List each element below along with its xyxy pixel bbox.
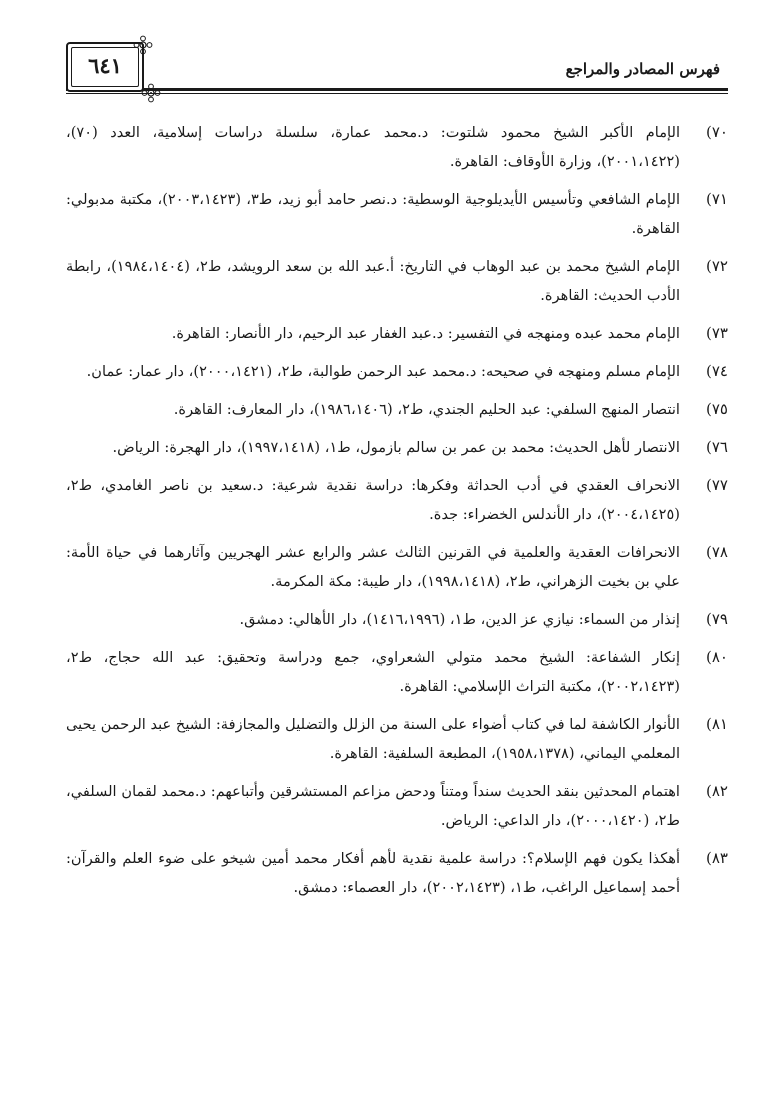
entry-number: ٧٨) bbox=[706, 543, 728, 561]
entry-text: أهكذا يكون فهم الإسلام؟: دراسة علمية نقدية لأهم أفكار محمد أمين شيخو على ضوء العلم والقرآن: أحمد إسماعيل الراغب، ط١، (٢٠٠٢،١٤٢٣)، دار العصماء: دمشق. bbox=[66, 850, 680, 896]
bibliography-entry bbox=[66, 252, 728, 310]
entry-text: إنكار الشفاعة: الشيخ محمد متولي الشعراوي، جمع ودراسة وتحقيق: عبد الله حجاج، ط٢، (٢٠٠٢،١٤٢٣)، مكتبة التراث الإسلامي: القاهرة. bbox=[66, 649, 680, 695]
bibliography-list bbox=[66, 118, 728, 911]
entry-text: الإمام مسلم ومنهجه في صحيحه: د.محمد عبد الرحمن طوالبة، ط٢، (٢٠٠٠،١٤٢١)، دار عمار: عمان. bbox=[86, 363, 680, 380]
entry-number: ٨٢) bbox=[706, 782, 728, 800]
entry-number: ٧٣) bbox=[706, 324, 728, 342]
bibliography-entry bbox=[66, 844, 728, 902]
entry-text: الإمام الشيخ محمد بن عبد الوهاب في التاريخ: أ.عبد الله بن سعد الرويشد، ط٢، (١٩٨٤،١٤٠٤)، رابطة الأدب الحديث: القاهرة. bbox=[66, 258, 680, 304]
entry-text: الإمام محمد عبده ومنهجه في التفسير: د.عبد الغفار عبد الرحيم، دار الأنصار: القاهرة. bbox=[171, 325, 680, 342]
entry-text: إنذار من السماء: نيازي عز الدين، ط١، (١٤١٦،١٩٩٦)، دار الأهالي: دمشق. bbox=[239, 611, 680, 628]
entry-number: ٧٩) bbox=[706, 610, 728, 628]
entry-number: ٧٠) bbox=[706, 123, 728, 141]
bibliography-entry bbox=[66, 710, 728, 768]
bibliography-entry bbox=[66, 605, 728, 634]
bibliography-entry bbox=[66, 643, 728, 701]
header-rule-thin bbox=[66, 93, 728, 94]
bibliography-entry bbox=[66, 185, 728, 243]
floral-ornament-icon bbox=[132, 34, 154, 56]
floral-ornament-icon bbox=[140, 82, 162, 104]
bibliography-entry bbox=[66, 357, 728, 386]
bibliography-entry bbox=[66, 777, 728, 835]
entry-text: اهتمام المحدثين بنقد الحديث سنداً ومتناً ودحض مزاعم المستشرقين وأتباعهم: د.محمد لقمان السلفي، ط٢، (٢٠٠٠،١٤٢٠)، دار الداعي: الرياض. bbox=[66, 783, 680, 829]
bibliography-entry bbox=[66, 118, 728, 176]
entry-number: ٨١) bbox=[706, 715, 728, 733]
entry-text: الإمام الأكبر الشيخ محمود شلتوت: د.محمد عمارة، سلسلة دراسات إسلامية، العدد (٧٠)، (٢٠٠١،١٤٢٢)، وزارة الأوقاف: القاهرة. bbox=[66, 124, 680, 170]
entry-text: انتصار المنهج السلفي: عبد الحليم الجندي، ط٢، (١٩٨٦،١٤٠٦)، دار المعارف: القاهرة. bbox=[173, 401, 680, 418]
entry-number: ٧٥) bbox=[706, 400, 728, 418]
entry-number: ٧١) bbox=[706, 190, 728, 208]
entry-text: الإمام الشافعي وتأسيس الأيديلوجية الوسطية: د.نصر حامد أبو زيد، ط٣، (٢٠٠٣،١٤٢٣)، مكتبة مدبولي: القاهرة. bbox=[66, 191, 680, 237]
entry-number: ٧٢) bbox=[706, 257, 728, 275]
bibliography-entry bbox=[66, 319, 728, 348]
entry-text: الانتصار لأهل الحديث: محمد بن عمر بن سالم بازمول، ط١، (١٩٩٧،١٤١٨)، دار الهجرة: الرياض. bbox=[112, 439, 680, 456]
bibliography-entry bbox=[66, 395, 728, 424]
bibliography-entry bbox=[66, 538, 728, 596]
header-rule bbox=[66, 88, 728, 91]
bibliography-entry bbox=[66, 471, 728, 529]
entry-number: ٧٦) bbox=[706, 438, 728, 456]
page-number: ٦٤١ bbox=[88, 53, 122, 78]
running-header bbox=[66, 42, 728, 94]
entry-text: الأنوار الكاشفة لما في كتاب أضواء على السنة من الزلل والتضليل والمجازفة: الشيخ عبد الرحمن يحيى المعلمي اليماني، (١٩٥٨،١٣٧٨)، المطبعة السلفية: القاهرة. bbox=[66, 716, 680, 762]
entry-text: الانحراف العقدي في أدب الحداثة وفكرها: دراسة نقدية شرعية: د.سعيد بن ناصر الغامدي، ط٢، (٢٠٠٤،١٤٢٥)، دار الأندلس الخضراء: جدة. bbox=[66, 477, 680, 523]
entry-text: الانحرافات العقدية والعلمية في القرنين الثالث عشر والرابع عشر الهجريين وآثارهما في حياة الأمة: علي بن بخيت الزهراني، ط٢، (١٩٩٨،١٤١٨)، دار طيبة: مكة المكرمة. bbox=[66, 544, 680, 590]
bibliography-entry bbox=[66, 433, 728, 462]
entry-number: ٨٠) bbox=[706, 648, 728, 666]
entry-number: ٧٧) bbox=[706, 476, 728, 494]
header-title: فهرس المصادر والمراجع bbox=[565, 60, 720, 78]
entry-number: ٨٣) bbox=[706, 849, 728, 867]
entry-number: ٧٤) bbox=[706, 362, 728, 380]
